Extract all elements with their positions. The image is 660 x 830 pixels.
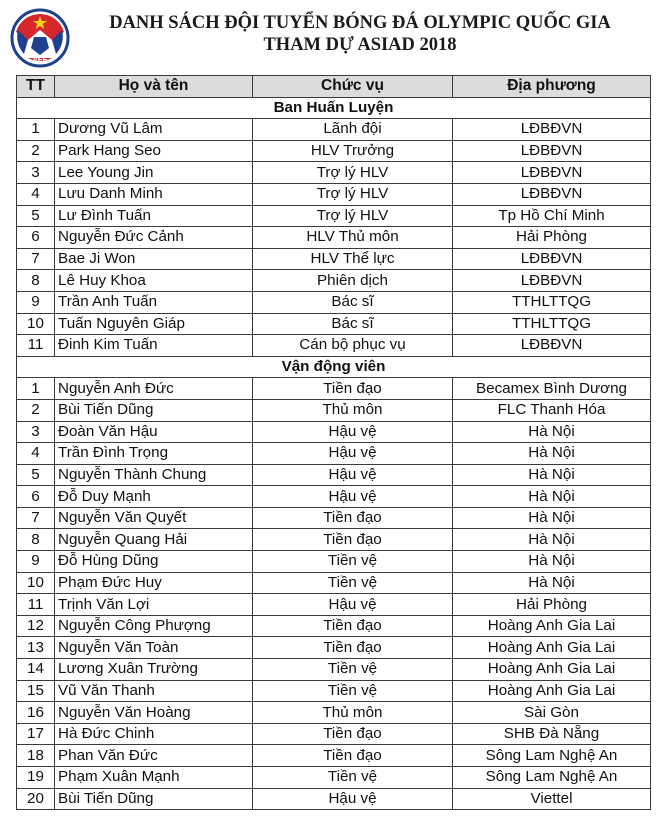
cell-role: Hậu vệ — [253, 421, 453, 443]
cell-tt: 14 — [17, 659, 55, 681]
cell-role: Tiền đạo — [253, 507, 453, 529]
cell-name: Đoàn Văn Hậu — [55, 421, 253, 443]
table-row — [17, 637, 651, 659]
cell-place: LĐBĐVN — [453, 248, 651, 270]
title-line-1: DANH SÁCH ĐỘI TUYỂN BÓNG ĐÁ OLYMPIC QUỐC GIA — [109, 13, 611, 33]
svg-text:VFF: VFF — [32, 55, 48, 64]
cell-tt: 2 — [17, 399, 55, 421]
cell-tt: 19 — [17, 767, 55, 789]
table-row — [17, 162, 651, 184]
cell-name: Hà Đức Chinh — [55, 723, 253, 745]
cell-tt: 9 — [17, 291, 55, 313]
cell-role: Lãnh đội — [253, 119, 453, 141]
table-row — [17, 378, 651, 400]
table-row — [17, 529, 651, 551]
table-row — [17, 507, 651, 529]
table-row — [17, 486, 651, 508]
cell-place: Hà Nội — [453, 421, 651, 443]
cell-name: Park Hang Seo — [55, 140, 253, 162]
cell-name: Bae Ji Won — [55, 248, 253, 270]
cell-tt: 17 — [17, 723, 55, 745]
cell-name: Nguyễn Văn Toàn — [55, 637, 253, 659]
cell-name: Lư Đình Tuấn — [55, 205, 253, 227]
table-row — [17, 551, 651, 573]
cell-place: LĐBĐVN — [453, 183, 651, 205]
cell-tt: 16 — [17, 702, 55, 724]
cell-tt: 4 — [17, 443, 55, 465]
cell-place: Hà Nội — [453, 443, 651, 465]
cell-place: Tp Hồ Chí Minh — [453, 205, 651, 227]
cell-place: Viettel — [453, 788, 651, 810]
table-row — [17, 594, 651, 616]
cell-tt: 8 — [17, 270, 55, 292]
cell-role: Tiền đạo — [253, 637, 453, 659]
table-row — [17, 291, 651, 313]
cell-role: Thủ môn — [253, 399, 453, 421]
cell-name: Lee Young Jin — [55, 162, 253, 184]
cell-place: Hải Phòng — [453, 227, 651, 249]
cell-name: Tuấn Nguyên Giáp — [55, 313, 253, 335]
cell-role: Tiền vệ — [253, 680, 453, 702]
table-row — [17, 723, 651, 745]
cell-tt: 7 — [17, 248, 55, 270]
cell-name: Nguyễn Anh Đức — [55, 378, 253, 400]
table-row — [17, 313, 651, 335]
cell-role: Tiền đạo — [253, 378, 453, 400]
cell-name: Lê Huy Khoa — [55, 270, 253, 292]
column-header-name: Họ và tên — [55, 76, 253, 98]
table-row — [17, 335, 651, 357]
vff-logo-icon — [10, 6, 70, 70]
cell-role: Trợ lý HLV — [253, 205, 453, 227]
cell-tt: 12 — [17, 615, 55, 637]
cell-tt: 6 — [17, 227, 55, 249]
cell-tt: 8 — [17, 529, 55, 551]
cell-tt: 6 — [17, 486, 55, 508]
cell-place: TTHLTTQG — [453, 313, 651, 335]
cell-place: Hà Nội — [453, 507, 651, 529]
cell-tt: 5 — [17, 205, 55, 227]
table-row — [17, 572, 651, 594]
cell-role: Tiền vệ — [253, 572, 453, 594]
column-header-place: Địa phương — [453, 76, 651, 98]
cell-place: LĐBĐVN — [453, 162, 651, 184]
cell-name: Vũ Văn Thanh — [55, 680, 253, 702]
cell-place: Hà Nội — [453, 572, 651, 594]
cell-tt: 15 — [17, 680, 55, 702]
cell-tt: 5 — [17, 464, 55, 486]
cell-name: Bùi Tiến Dũng — [55, 399, 253, 421]
cell-role: HLV Thủ môn — [253, 227, 453, 249]
cell-name: Bùi Tiến Dũng — [55, 788, 253, 810]
cell-role: Tiền vệ — [253, 767, 453, 789]
table-row — [17, 421, 651, 443]
section-title: Ban Huấn Luyện — [17, 97, 651, 119]
table-row — [17, 248, 651, 270]
table-row — [17, 788, 651, 810]
cell-role: Tiền vệ — [253, 659, 453, 681]
cell-name: Nguyễn Công Phượng — [55, 615, 253, 637]
title-line-2: THAM DỰ ASIAD 2018 — [263, 35, 457, 55]
table-row — [17, 399, 651, 421]
cell-place: Hoàng Anh Gia Lai — [453, 659, 651, 681]
cell-name: Đỗ Hùng Dũng — [55, 551, 253, 573]
cell-role: Tiền đạo — [253, 615, 453, 637]
section-title: Vận động viên — [17, 356, 651, 378]
cell-place: LĐBĐVN — [453, 140, 651, 162]
cell-name: Dương Vũ Lâm — [55, 119, 253, 141]
cell-place: SHB Đà Nẵng — [453, 723, 651, 745]
cell-place: TTHLTTQG — [453, 291, 651, 313]
table-row — [17, 615, 651, 637]
cell-place: FLC Thanh Hóa — [453, 399, 651, 421]
roster-table — [16, 75, 651, 810]
cell-place: LĐBĐVN — [453, 119, 651, 141]
cell-role: Bác sĩ — [253, 291, 453, 313]
cell-name: Nguyễn Quang Hải — [55, 529, 253, 551]
column-header-tt: TT — [17, 76, 55, 98]
cell-role: Phiên dịch — [253, 270, 453, 292]
cell-tt: 7 — [17, 507, 55, 529]
cell-name: Nguyễn Văn Hoàng — [55, 702, 253, 724]
table-row — [17, 443, 651, 465]
cell-role: HLV Thể lực — [253, 248, 453, 270]
cell-place: Sông Lam Nghệ An — [453, 767, 651, 789]
table-row — [17, 767, 651, 789]
cell-role: Hậu vệ — [253, 486, 453, 508]
cell-tt: 10 — [17, 313, 55, 335]
column-header-role: Chức vụ — [253, 76, 453, 98]
cell-tt: 11 — [17, 335, 55, 357]
cell-role: Tiền đạo — [253, 529, 453, 551]
table-row — [17, 680, 651, 702]
cell-name: Phan Văn Đức — [55, 745, 253, 767]
cell-place: Hà Nội — [453, 529, 651, 551]
cell-role: Tiền đạo — [253, 745, 453, 767]
table-row — [17, 659, 651, 681]
cell-place: Hà Nội — [453, 551, 651, 573]
table-header-row — [17, 76, 651, 98]
cell-place: Sông Lam Nghệ An — [453, 745, 651, 767]
cell-place: Hà Nội — [453, 464, 651, 486]
cell-name: Trịnh Văn Lợi — [55, 594, 253, 616]
table-row — [17, 119, 651, 141]
cell-tt: 4 — [17, 183, 55, 205]
section-row — [17, 97, 651, 119]
cell-tt: 1 — [17, 119, 55, 141]
cell-role: Hậu vệ — [253, 594, 453, 616]
cell-tt: 3 — [17, 162, 55, 184]
table-row — [17, 270, 651, 292]
table-row — [17, 702, 651, 724]
cell-name: Lưu Danh Minh — [55, 183, 253, 205]
cell-name: Trần Anh Tuấn — [55, 291, 253, 313]
cell-role: Trợ lý HLV — [253, 162, 453, 184]
cell-name: Nguyễn Văn Quyết — [55, 507, 253, 529]
cell-tt: 3 — [17, 421, 55, 443]
cell-name: Phạm Xuân Mạnh — [55, 767, 253, 789]
cell-tt: 10 — [17, 572, 55, 594]
cell-name: Trần Đình Trọng — [55, 443, 253, 465]
cell-name: Nguyễn Thành Chung — [55, 464, 253, 486]
cell-role: Hậu vệ — [253, 443, 453, 465]
cell-place: Hoàng Anh Gia Lai — [453, 680, 651, 702]
table-body — [17, 97, 651, 810]
table-row — [17, 227, 651, 249]
cell-place: Hà Nội — [453, 486, 651, 508]
cell-place: Sài Gòn — [453, 702, 651, 724]
table-row — [17, 140, 651, 162]
section-row — [17, 356, 651, 378]
cell-role: Tiền vệ — [253, 551, 453, 573]
cell-tt: 20 — [17, 788, 55, 810]
table-row — [17, 183, 651, 205]
cell-tt: 11 — [17, 594, 55, 616]
cell-role: Cán bộ phục vụ — [253, 335, 453, 357]
cell-role: Hậu vệ — [253, 788, 453, 810]
cell-role: Hậu vệ — [253, 464, 453, 486]
cell-name: Lương Xuân Trường — [55, 659, 253, 681]
cell-role: Thủ môn — [253, 702, 453, 724]
table-row — [17, 464, 651, 486]
cell-name: Đỗ Duy Mạnh — [55, 486, 253, 508]
cell-place: LĐBĐVN — [453, 335, 651, 357]
cell-place: Becamex Bình Dương — [453, 378, 651, 400]
cell-place: Hải Phòng — [453, 594, 651, 616]
cell-place: LĐBĐVN — [453, 270, 651, 292]
cell-tt: 2 — [17, 140, 55, 162]
cell-place: Hoàng Anh Gia Lai — [453, 637, 651, 659]
cell-name: Đinh Kim Tuấn — [55, 335, 253, 357]
cell-role: Tiền đạo — [253, 723, 453, 745]
cell-place: Hoàng Anh Gia Lai — [453, 615, 651, 637]
document-title — [80, 12, 640, 56]
cell-role: HLV Trưởng — [253, 140, 453, 162]
cell-tt: 18 — [17, 745, 55, 767]
cell-role: Bác sĩ — [253, 313, 453, 335]
cell-name: Nguyễn Đức Cảnh — [55, 227, 253, 249]
table-row — [17, 745, 651, 767]
cell-role: Trợ lý HLV — [253, 183, 453, 205]
cell-name: Phạm Đức Huy — [55, 572, 253, 594]
cell-tt: 9 — [17, 551, 55, 573]
table-row — [17, 205, 651, 227]
cell-tt: 13 — [17, 637, 55, 659]
cell-tt: 1 — [17, 378, 55, 400]
